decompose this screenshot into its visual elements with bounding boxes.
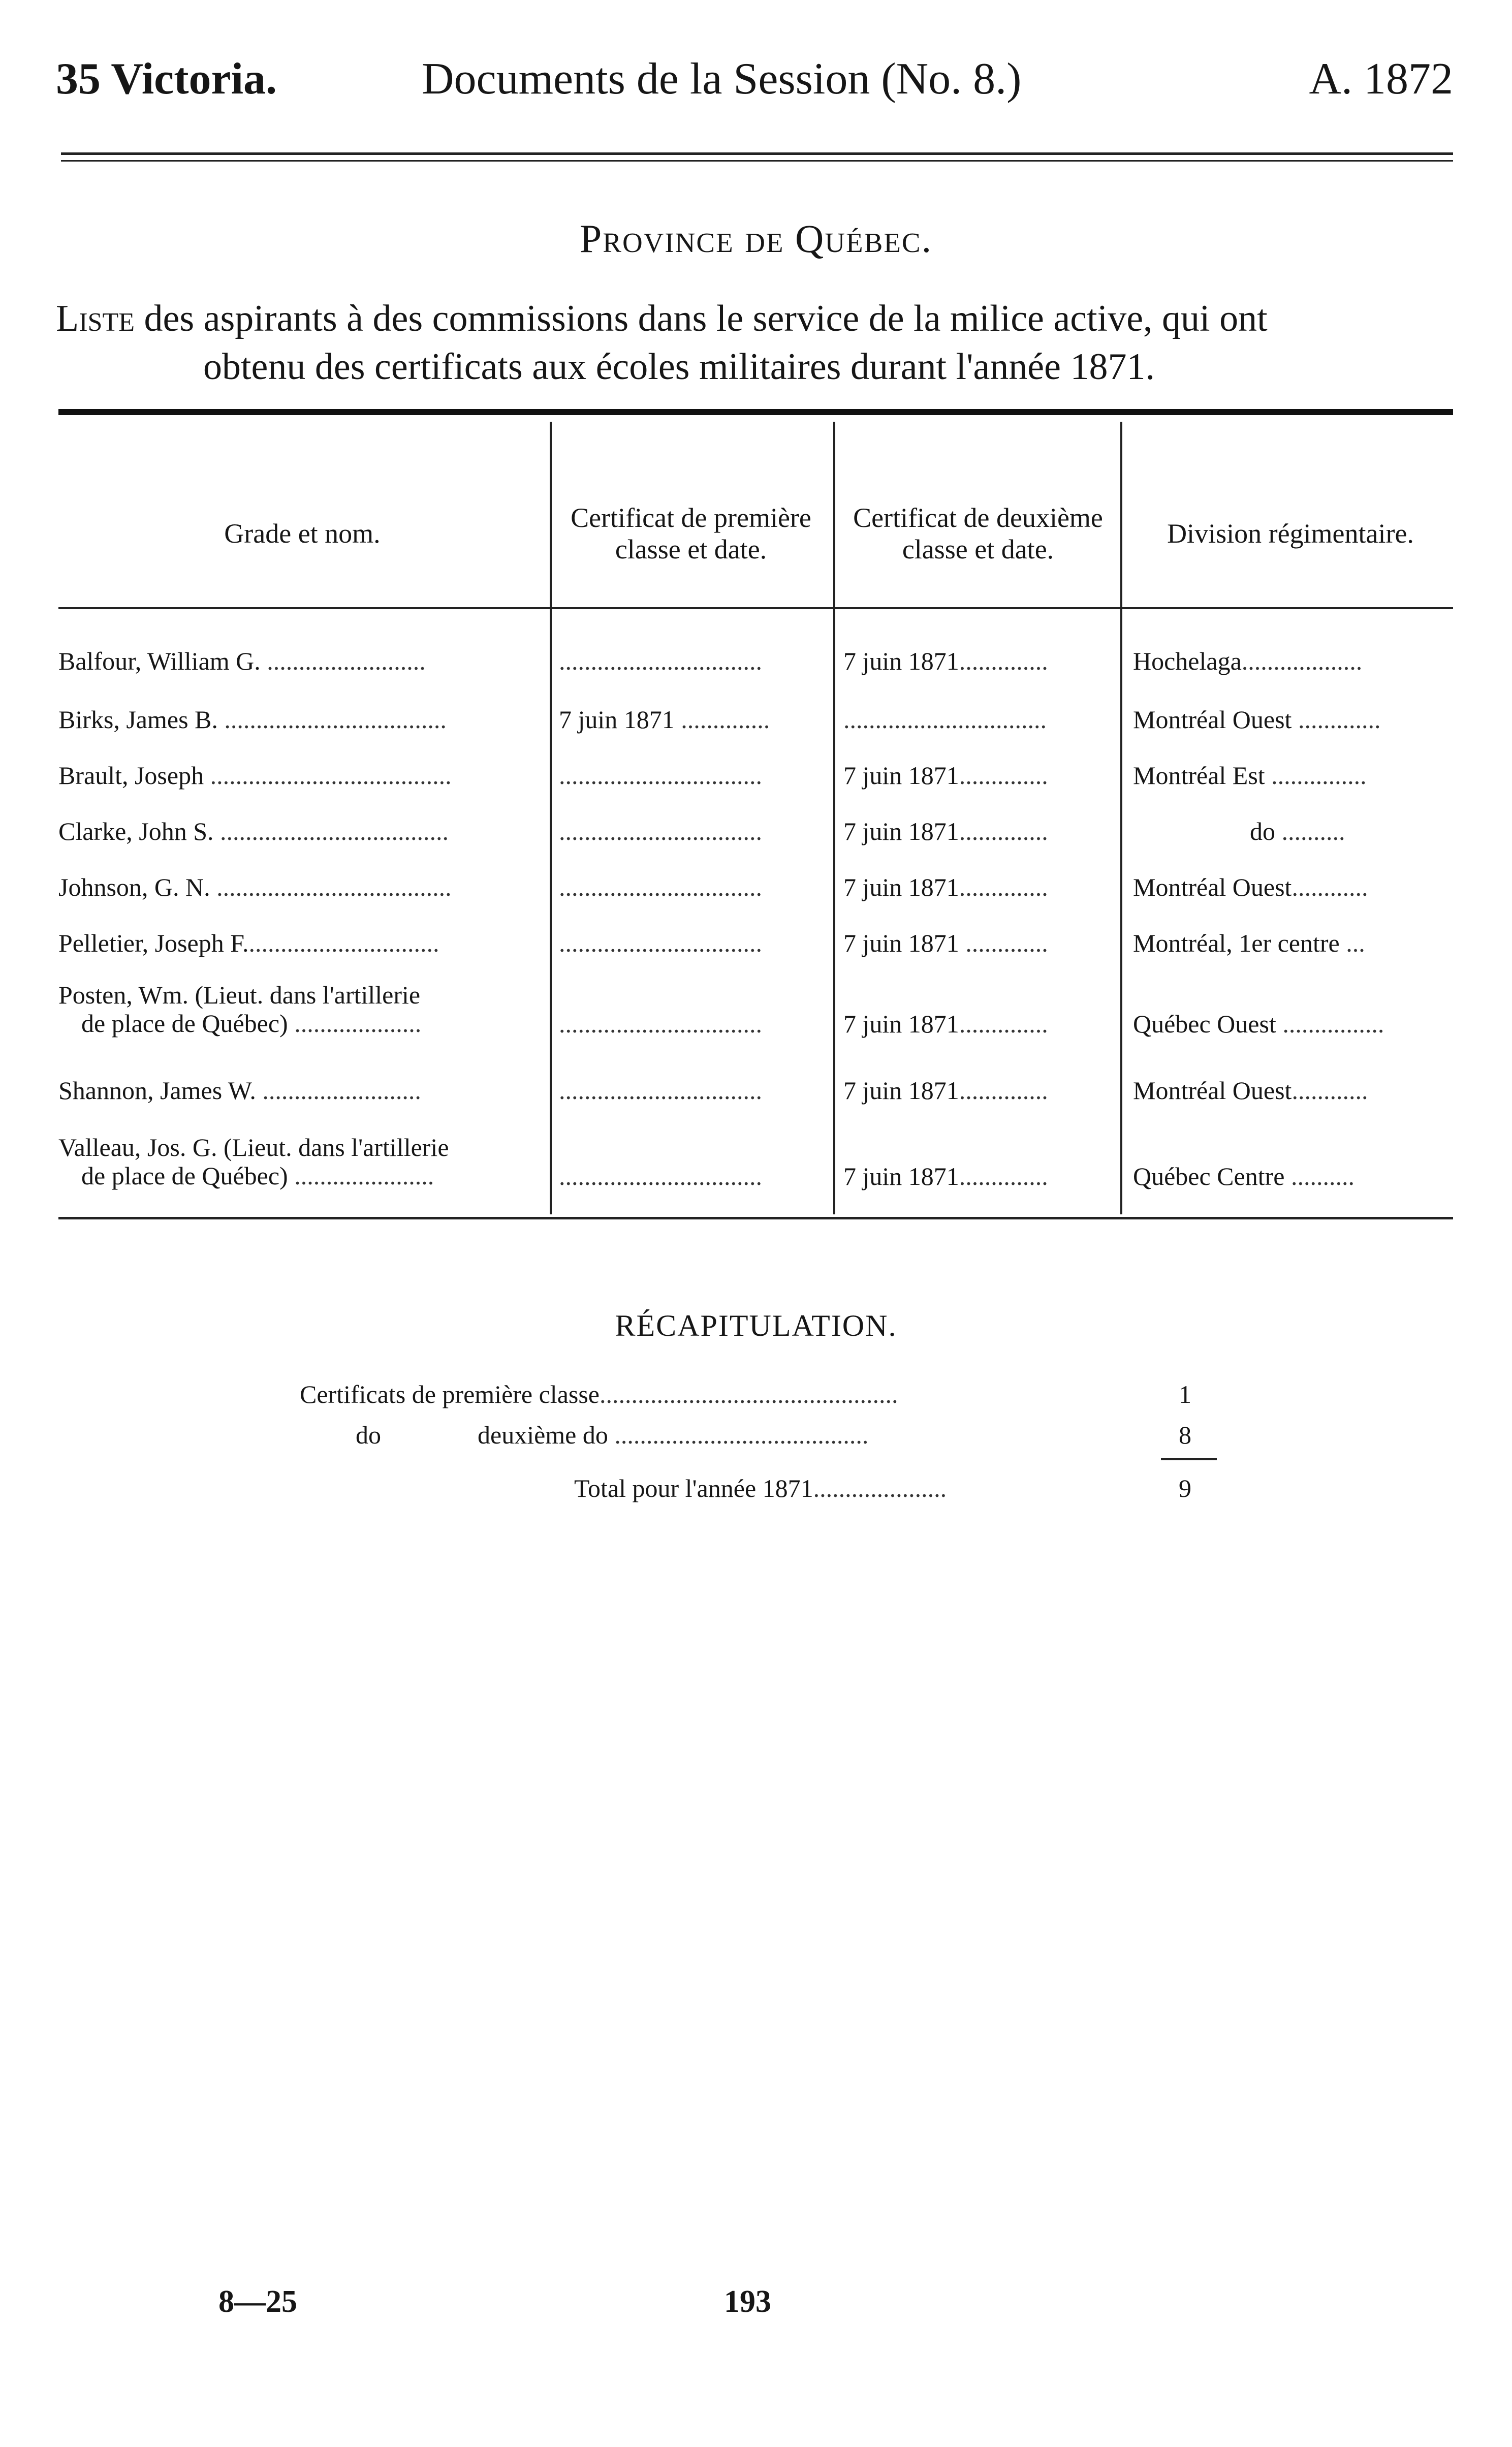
intro-line-1: des aspirants à des commissions dans le service de la milice active, qui ont [134,298,1268,339]
leader-dots: ................................ [559,1076,762,1105]
column-divider-2 [833,422,835,1214]
leader-dots: .......... [1275,817,1345,845]
row-name: Posten, Wm. (Lieut. dans l'artillerie [58,981,421,1009]
leader-dots: ................................ [559,761,762,790]
header-session: 35 Victoria. [56,54,277,104]
leader-dots: .............. [959,817,1048,845]
leader-dots: ................................ [559,1162,762,1190]
row-name: Brault, Joseph [58,761,204,790]
province-title: Province de Québec. [579,216,933,261]
leader-dots: ................................ [559,817,762,845]
row-name: Johnson, G. N. [58,873,210,901]
recap-title: RÉCAPITULATION. [615,1309,897,1342]
leader-dots: .......... [1284,1162,1354,1190]
leader-dots: ......................... [260,647,426,675]
leader-dots: .............................. [248,929,439,957]
leader-dots: ............................................... [600,1380,898,1408]
recap-second-class-label-a: do [356,1421,381,1449]
footer-signature: 8—25 [218,2284,297,2319]
row-division: Hochelaga [1133,647,1242,675]
column-header-name: Grade et nom. [224,518,381,549]
leader-dots: ......................... [256,1076,421,1105]
leader-dots: .............. [959,761,1048,790]
leader-dots: ............. [1292,705,1381,734]
row-second-class: 7 juin 1871 [843,929,959,957]
row-division: Québec Centre [1133,1162,1285,1190]
recap-second-class-value: 8 [1179,1421,1191,1449]
row-second-class: 7 juin 1871 [843,1076,959,1105]
page-number: 193 [724,2284,771,2319]
header-title: Documents de la Session (No. 8.) [422,54,1022,104]
column-header-second-class: Certificat de deuxième classe et date. [853,503,1103,564]
row-division: Montréal Ouest [1133,1076,1292,1105]
table-bottom-rule [58,1217,1453,1219]
row-division: Montréal Est [1133,761,1265,790]
row-second-class: 7 juin 1871 [843,817,959,845]
recap-first-class-label: Certificats de première classe [300,1380,600,1408]
leader-dots: ............. [959,929,1048,957]
leader-dots: ................ [1276,1010,1384,1038]
row-second-class: 7 juin 1871 [843,761,959,790]
row-division: Montréal Ouest [1133,705,1292,734]
leader-dots: ............ [1292,1076,1368,1105]
leader-dots: ................................ [843,705,1047,734]
row-division: Québec Ouest [1133,1010,1276,1038]
leader-dots: ............ [1292,873,1368,901]
leader-dots: .............. [959,647,1048,675]
row-name: Clarke, John S. [58,817,214,845]
leader-dots: ...................... [288,1162,434,1190]
row-division: Montréal Ouest [1133,873,1292,901]
row-name: Shannon, James W. [58,1076,256,1105]
column-divider-1 [550,422,552,1214]
row-second-class: 7 juin 1871 [843,647,959,675]
leader-dots: ................................ [559,647,762,675]
leader-dots: ..................................... [210,873,452,901]
row-second-class: 7 juin 1871 [843,873,959,901]
row-name: Pelletier, Joseph F. [58,929,249,957]
header-bottom-rule [58,607,1453,609]
recap-sum-rule [1161,1458,1217,1460]
leader-dots: ................................ [559,1010,762,1038]
leader-dots: ................................ [559,929,762,957]
intro-paragraph [56,295,1458,391]
leader-dots: ................................ [559,873,762,901]
leader-dots: ... [1339,929,1365,957]
row-name-continued: de place de Québec) [81,1009,288,1038]
leader-dots: ..................... [813,1474,947,1502]
recap-first-class-value: 1 [1179,1380,1191,1408]
intro-lead: Liste [56,298,135,339]
leader-dots: .............. [959,873,1048,901]
leader-dots: ................... [1241,647,1363,675]
row-first-class: 7 juin 1871 [559,705,675,734]
row-name: Birks, James B. [58,705,218,734]
recap-total-label: Total pour l'année 1871 [574,1474,813,1502]
leader-dots: ................................... [217,705,447,734]
row-division: do [1250,817,1275,845]
header-rule [61,152,1453,162]
intro-line-2: obtenu des certificats aux écoles militaires durant l'année 1871. [203,346,1155,388]
row-second-class: 7 juin 1871 [843,1010,959,1038]
leader-dots: ...................................... [204,761,452,790]
row-name: Valleau, Jos. G. (Lieut. dans l'artillerie [58,1133,449,1162]
recap-second-class-label-b: deuxième do [478,1421,608,1449]
column-header-division: Division régimentaire. [1167,518,1414,549]
leader-dots: ........................................ [608,1421,869,1449]
leader-dots: .............. [674,705,770,734]
leader-dots: .................... [288,1009,422,1038]
leader-dots: ............... [1265,761,1367,790]
header-year: A. 1872 [1309,54,1453,104]
row-division: Montréal, 1er centre [1133,929,1340,957]
recap-total-value: 9 [1179,1474,1191,1502]
leader-dots: .............. [959,1076,1048,1105]
column-header-first-class: Certificat de première classe et date. [571,503,811,564]
table-top-rule [58,409,1453,415]
leader-dots: .............. [959,1162,1048,1190]
row-name-continued: de place de Québec) [81,1162,288,1190]
row-name: Balfour, William G. [58,647,261,675]
leader-dots: .............. [959,1010,1048,1038]
leader-dots: .................................... [213,817,449,845]
page-header [56,53,1453,119]
row-second-class: 7 juin 1871 [843,1162,959,1190]
